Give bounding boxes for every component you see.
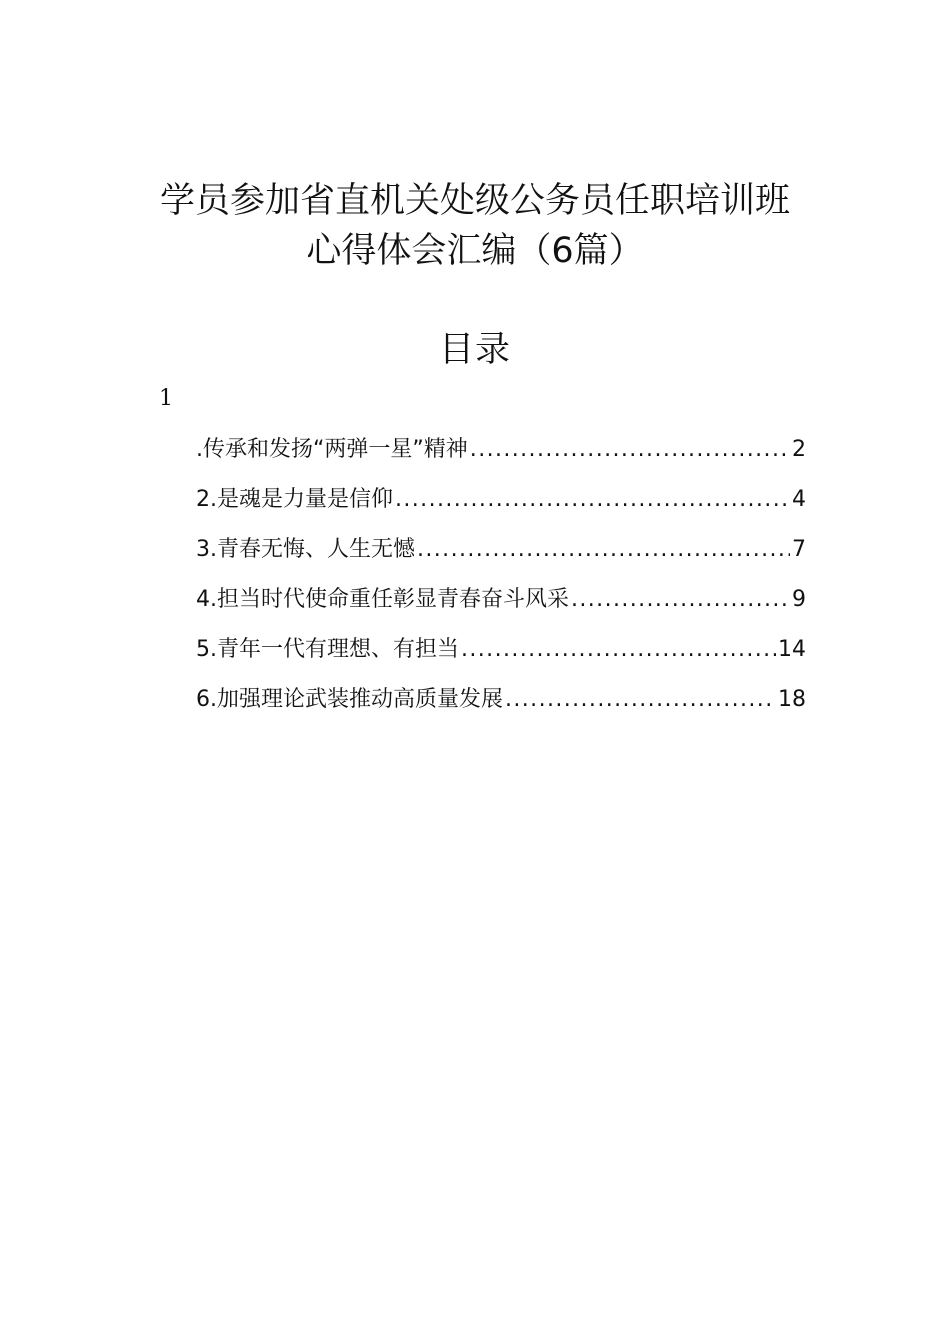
- document-title-line-1: 学员参加省直机关处级公务员任职培训班: [159, 181, 790, 221]
- toc-dot-leader: [417, 530, 790, 570]
- toc-entry-1[interactable]: [196, 430, 806, 480]
- toc-entry-page: 4: [792, 487, 806, 512]
- toc-entry-title: .传承和发扬“两弹一星”精神: [196, 437, 468, 462]
- toc-entry-5[interactable]: [196, 630, 806, 680]
- document-title-line-2: 心得体会汇编（6篇）: [306, 231, 644, 271]
- toc-entry-page: 14: [778, 637, 806, 662]
- toc-dot-leader: [395, 480, 790, 520]
- toc-entry-title: 4.担当时代使命重任彰显青春奋斗风采: [196, 587, 569, 612]
- toc-dot-leader: [571, 580, 790, 620]
- toc-stray-number: 1: [159, 386, 173, 411]
- table-of-contents: [196, 430, 806, 730]
- toc-entry-title: 2.是魂是力量是信仰: [196, 487, 393, 512]
- toc-entry-4[interactable]: [196, 580, 806, 630]
- toc-entry-page: 9: [792, 587, 806, 612]
- toc-dot-leader: [461, 630, 776, 670]
- toc-entry-title: 6.加强理论武装推动高质量发展: [196, 687, 503, 712]
- toc-entry-page: 7: [792, 537, 806, 562]
- toc-entry-2[interactable]: [196, 480, 806, 530]
- toc-entry-3[interactable]: [196, 530, 806, 580]
- toc-entry-6[interactable]: [196, 680, 806, 730]
- toc-dot-leader: [505, 680, 776, 720]
- toc-dot-leader: [470, 430, 790, 470]
- toc-entry-page: 2: [792, 437, 806, 462]
- toc-entry-title: 3.青春无悔、人生无憾: [196, 537, 415, 562]
- toc-heading: 目录: [438, 330, 511, 370]
- toc-entry-title: 5.青年一代有理想、有担当: [196, 637, 459, 662]
- toc-entry-page: 18: [778, 687, 806, 712]
